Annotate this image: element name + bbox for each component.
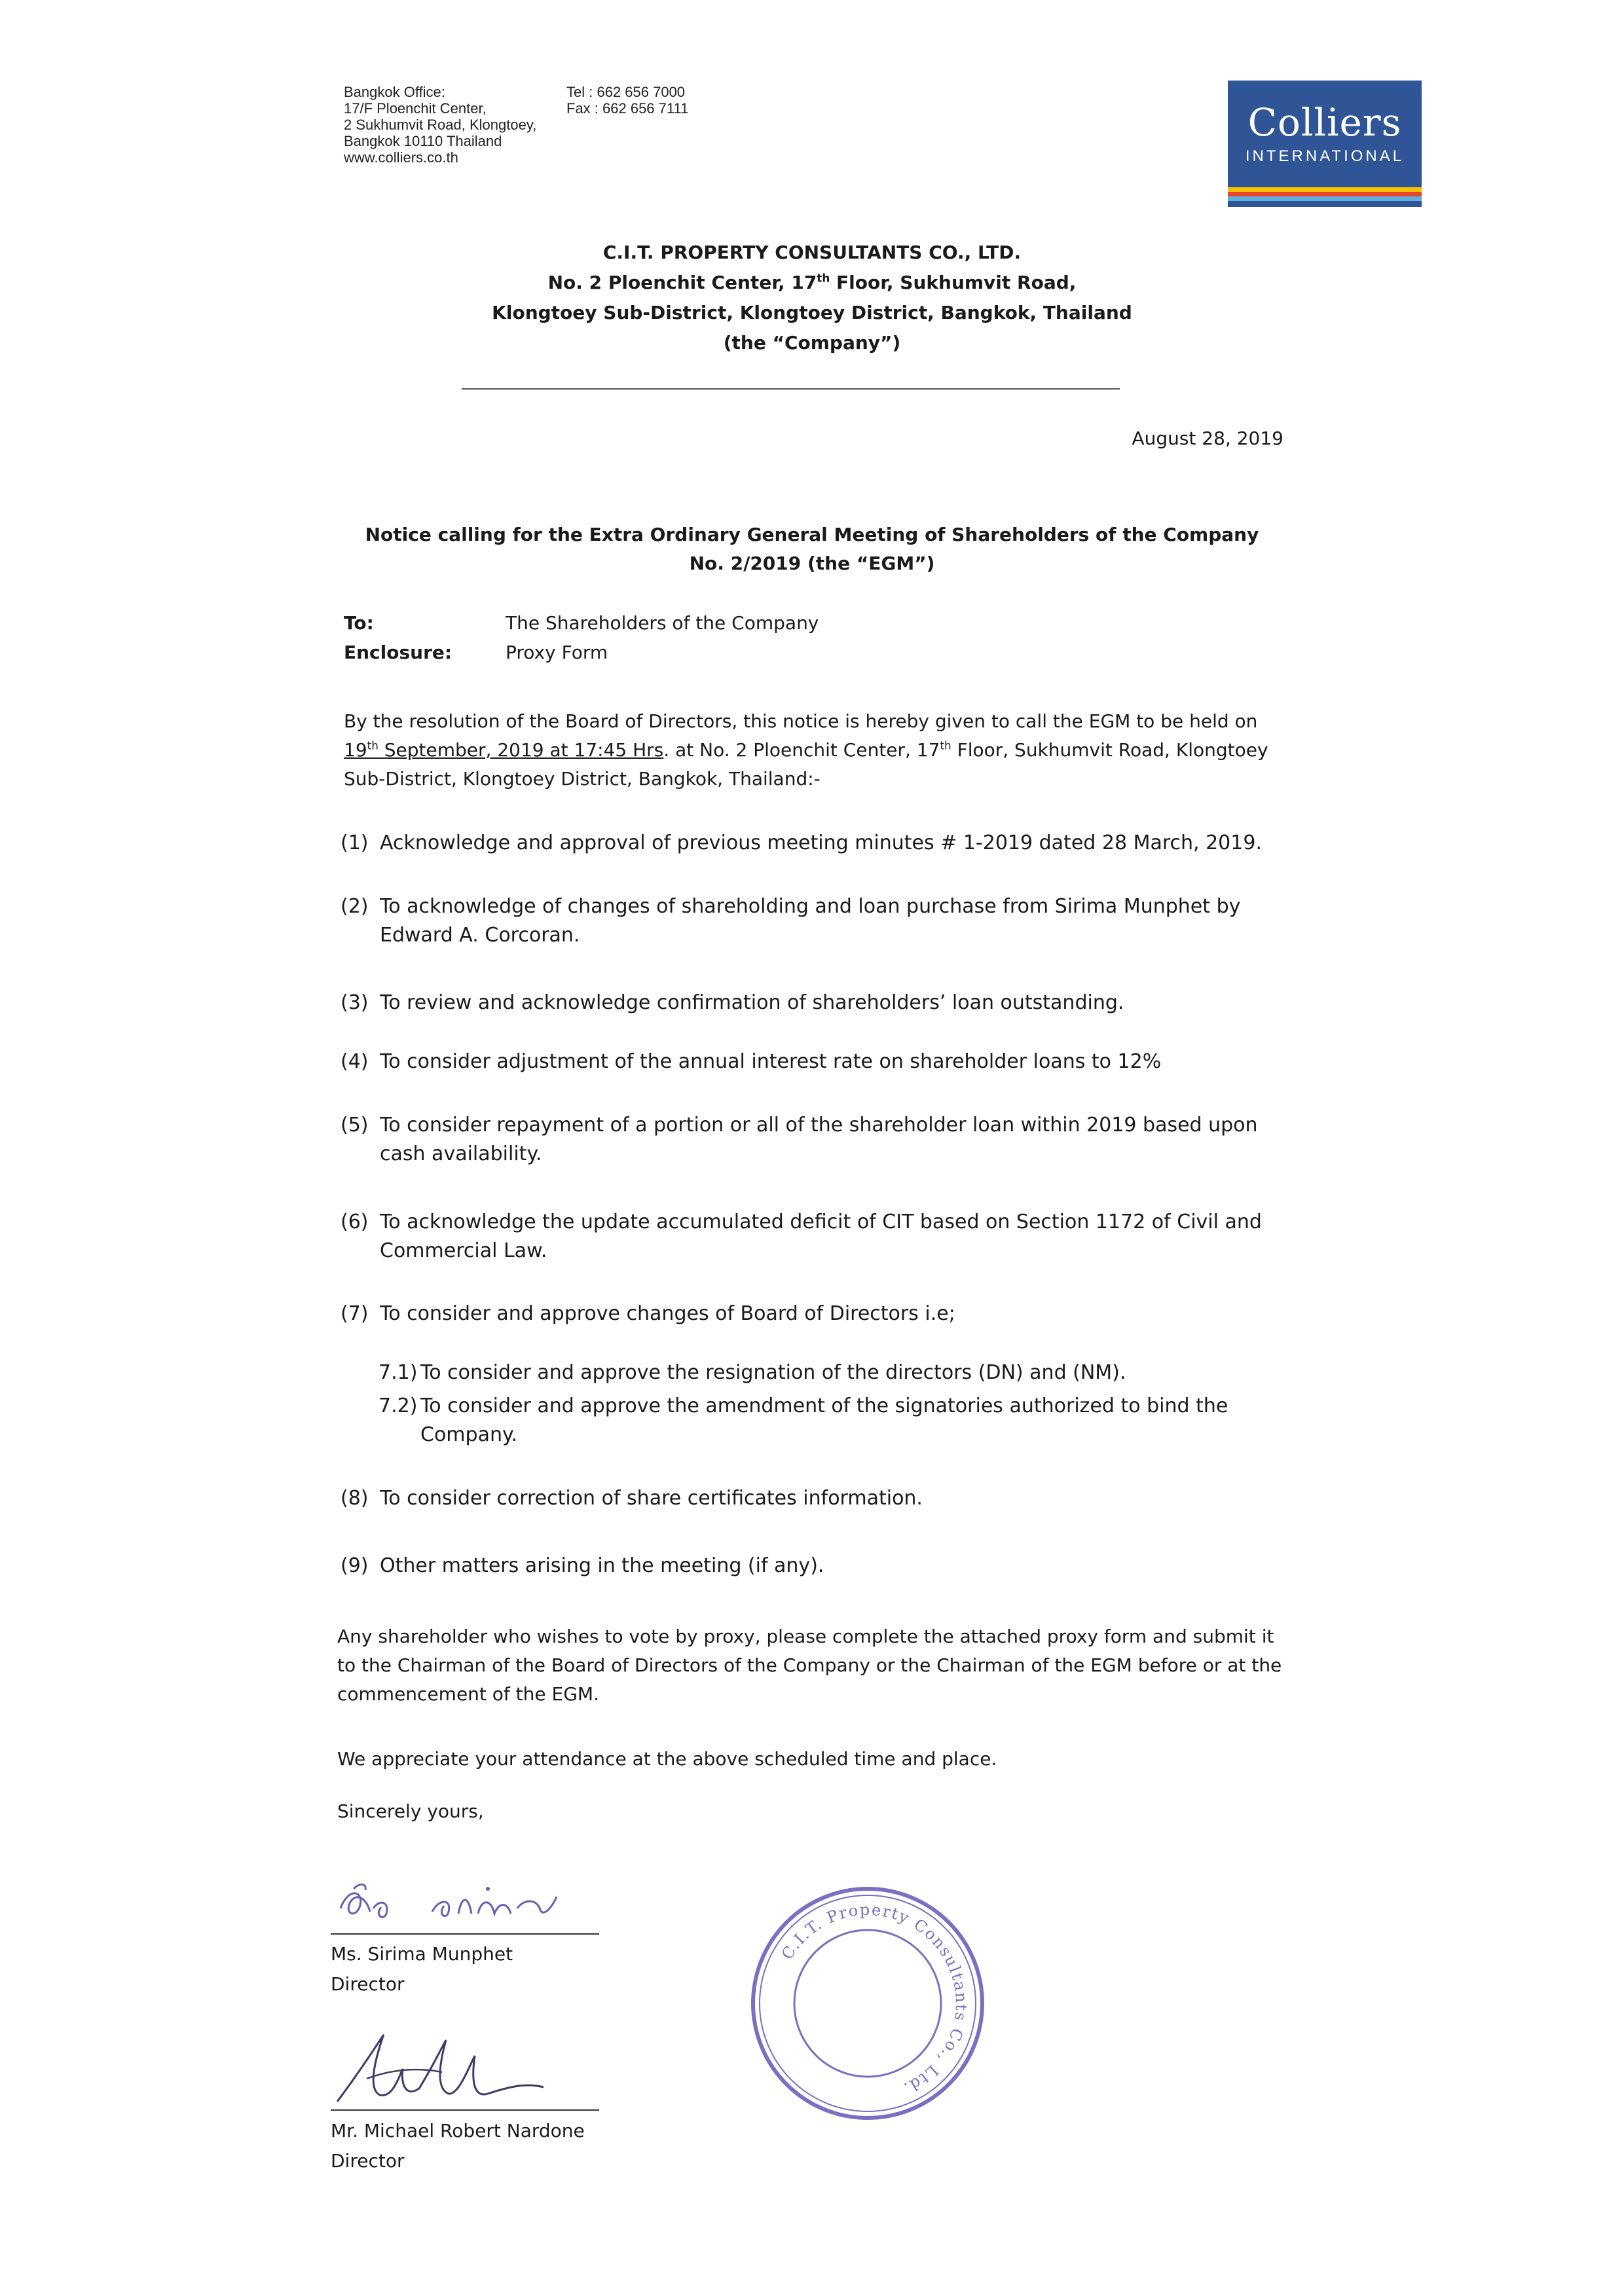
office-address: [344, 84, 536, 166]
to-value: The Shareholders of the Company: [506, 612, 819, 634]
svg-text:C.I.T. Property Consultants Co: C.I.T. Property Consultants Co., Ltd.: [777, 1900, 971, 2098]
signature-michael: [327, 2016, 602, 2115]
intro-paragraph: [344, 707, 1287, 793]
notice-title-line-2: No. 2/2019 (the “EGM”): [689, 553, 935, 574]
proxy-paragraph: Any shareholder who wishes to vote by proxy, please complete the attached proxy form and submit it to the Chairman of the Board of Directors of the Company or the Chairman of the EGM before or at the commencement of the EGM.: [337, 1626, 1282, 1705]
intro-line-3: Sub-District, Klongtoey District, Bangkok, Thailand:-: [344, 768, 821, 790]
office-fax: Fax : 662 656 7111: [566, 100, 689, 117]
office-contact: [566, 84, 688, 117]
signature-line: [331, 2109, 599, 2111]
signatory-2-name: Mr. Michael Robert Nardone: [331, 2120, 585, 2141]
signatory-2-title: Director: [331, 2150, 405, 2172]
logo-stripe-blue: [1228, 196, 1422, 201]
intro-line-2: 19th September, 2019 at 17:45 Hrs. at No. 2 Ploenchit Center, 17th Floor, Sukhumvit Road, Klongtoey: [344, 738, 1268, 761]
appreciation-text: We appreciate your attendance at the above scheduled time and place.: [337, 1748, 997, 1770]
signature-line: [331, 1933, 599, 1935]
company-header: [0, 238, 1624, 358]
logo-wordmark: Colliers: [1247, 100, 1402, 145]
office-line: Bangkok 10110 Thailand: [344, 133, 502, 149]
office-website: www.colliers.co.th: [344, 149, 458, 166]
to-label: To:: [344, 612, 374, 634]
company-alias: (the “Company”): [723, 332, 901, 354]
company-address-line-1: No. 2 Ploenchit Center, 17th Floor, Sukhumvit Road,: [547, 271, 1077, 293]
logo-subtitle: INTERNATIONAL: [1245, 147, 1405, 165]
office-tel: Tel : 662 656 7000: [566, 84, 686, 100]
company-name: C.I.T. PROPERTY CONSULTANTS CO., LTD.: [602, 242, 1022, 263]
logo-stripe-yellow: [1228, 187, 1422, 192]
signatory-1-name: Ms. Sirima Munphet: [331, 1943, 513, 1965]
signature-sirima: [327, 1863, 602, 1935]
company-seal: [743, 1879, 992, 2128]
logo-stripe-red: [1228, 192, 1422, 196]
notice-title: [0, 520, 1624, 578]
header-divider: [462, 388, 1120, 390]
office-line: Bangkok Office:: [344, 84, 445, 100]
notice-title-line-1: Notice calling for the Extra Ordinary General Meeting of Shareholders of the Company: [365, 524, 1259, 545]
office-line: 2 Sukhumvit Road, Klongtoey,: [344, 117, 537, 133]
letter-date: August 28, 2019: [1132, 428, 1283, 449]
enclosure-value: Proxy Form: [506, 642, 608, 663]
company-address-line-2: Klongtoey Sub-District, Klongtoey District, Bangkok, Thailand: [492, 302, 1132, 323]
office-line: 17/F Ploenchit Center,: [344, 100, 487, 117]
colliers-logo: [1228, 81, 1422, 207]
signatory-1-title: Director: [331, 1973, 405, 1995]
intro-line-1: By the resolution of the Board of Directors, this notice is hereby given to call the EGM to be held on: [344, 710, 1258, 732]
signatory-1: [331, 1939, 513, 1999]
enclosure-label: Enclosure:: [344, 642, 452, 663]
signatory-2: [331, 2116, 585, 2176]
sign-off: Sincerely yours,: [337, 1800, 484, 1822]
meeting-date-time: 19th September, 2019 at 17:45 Hrs: [344, 738, 664, 761]
